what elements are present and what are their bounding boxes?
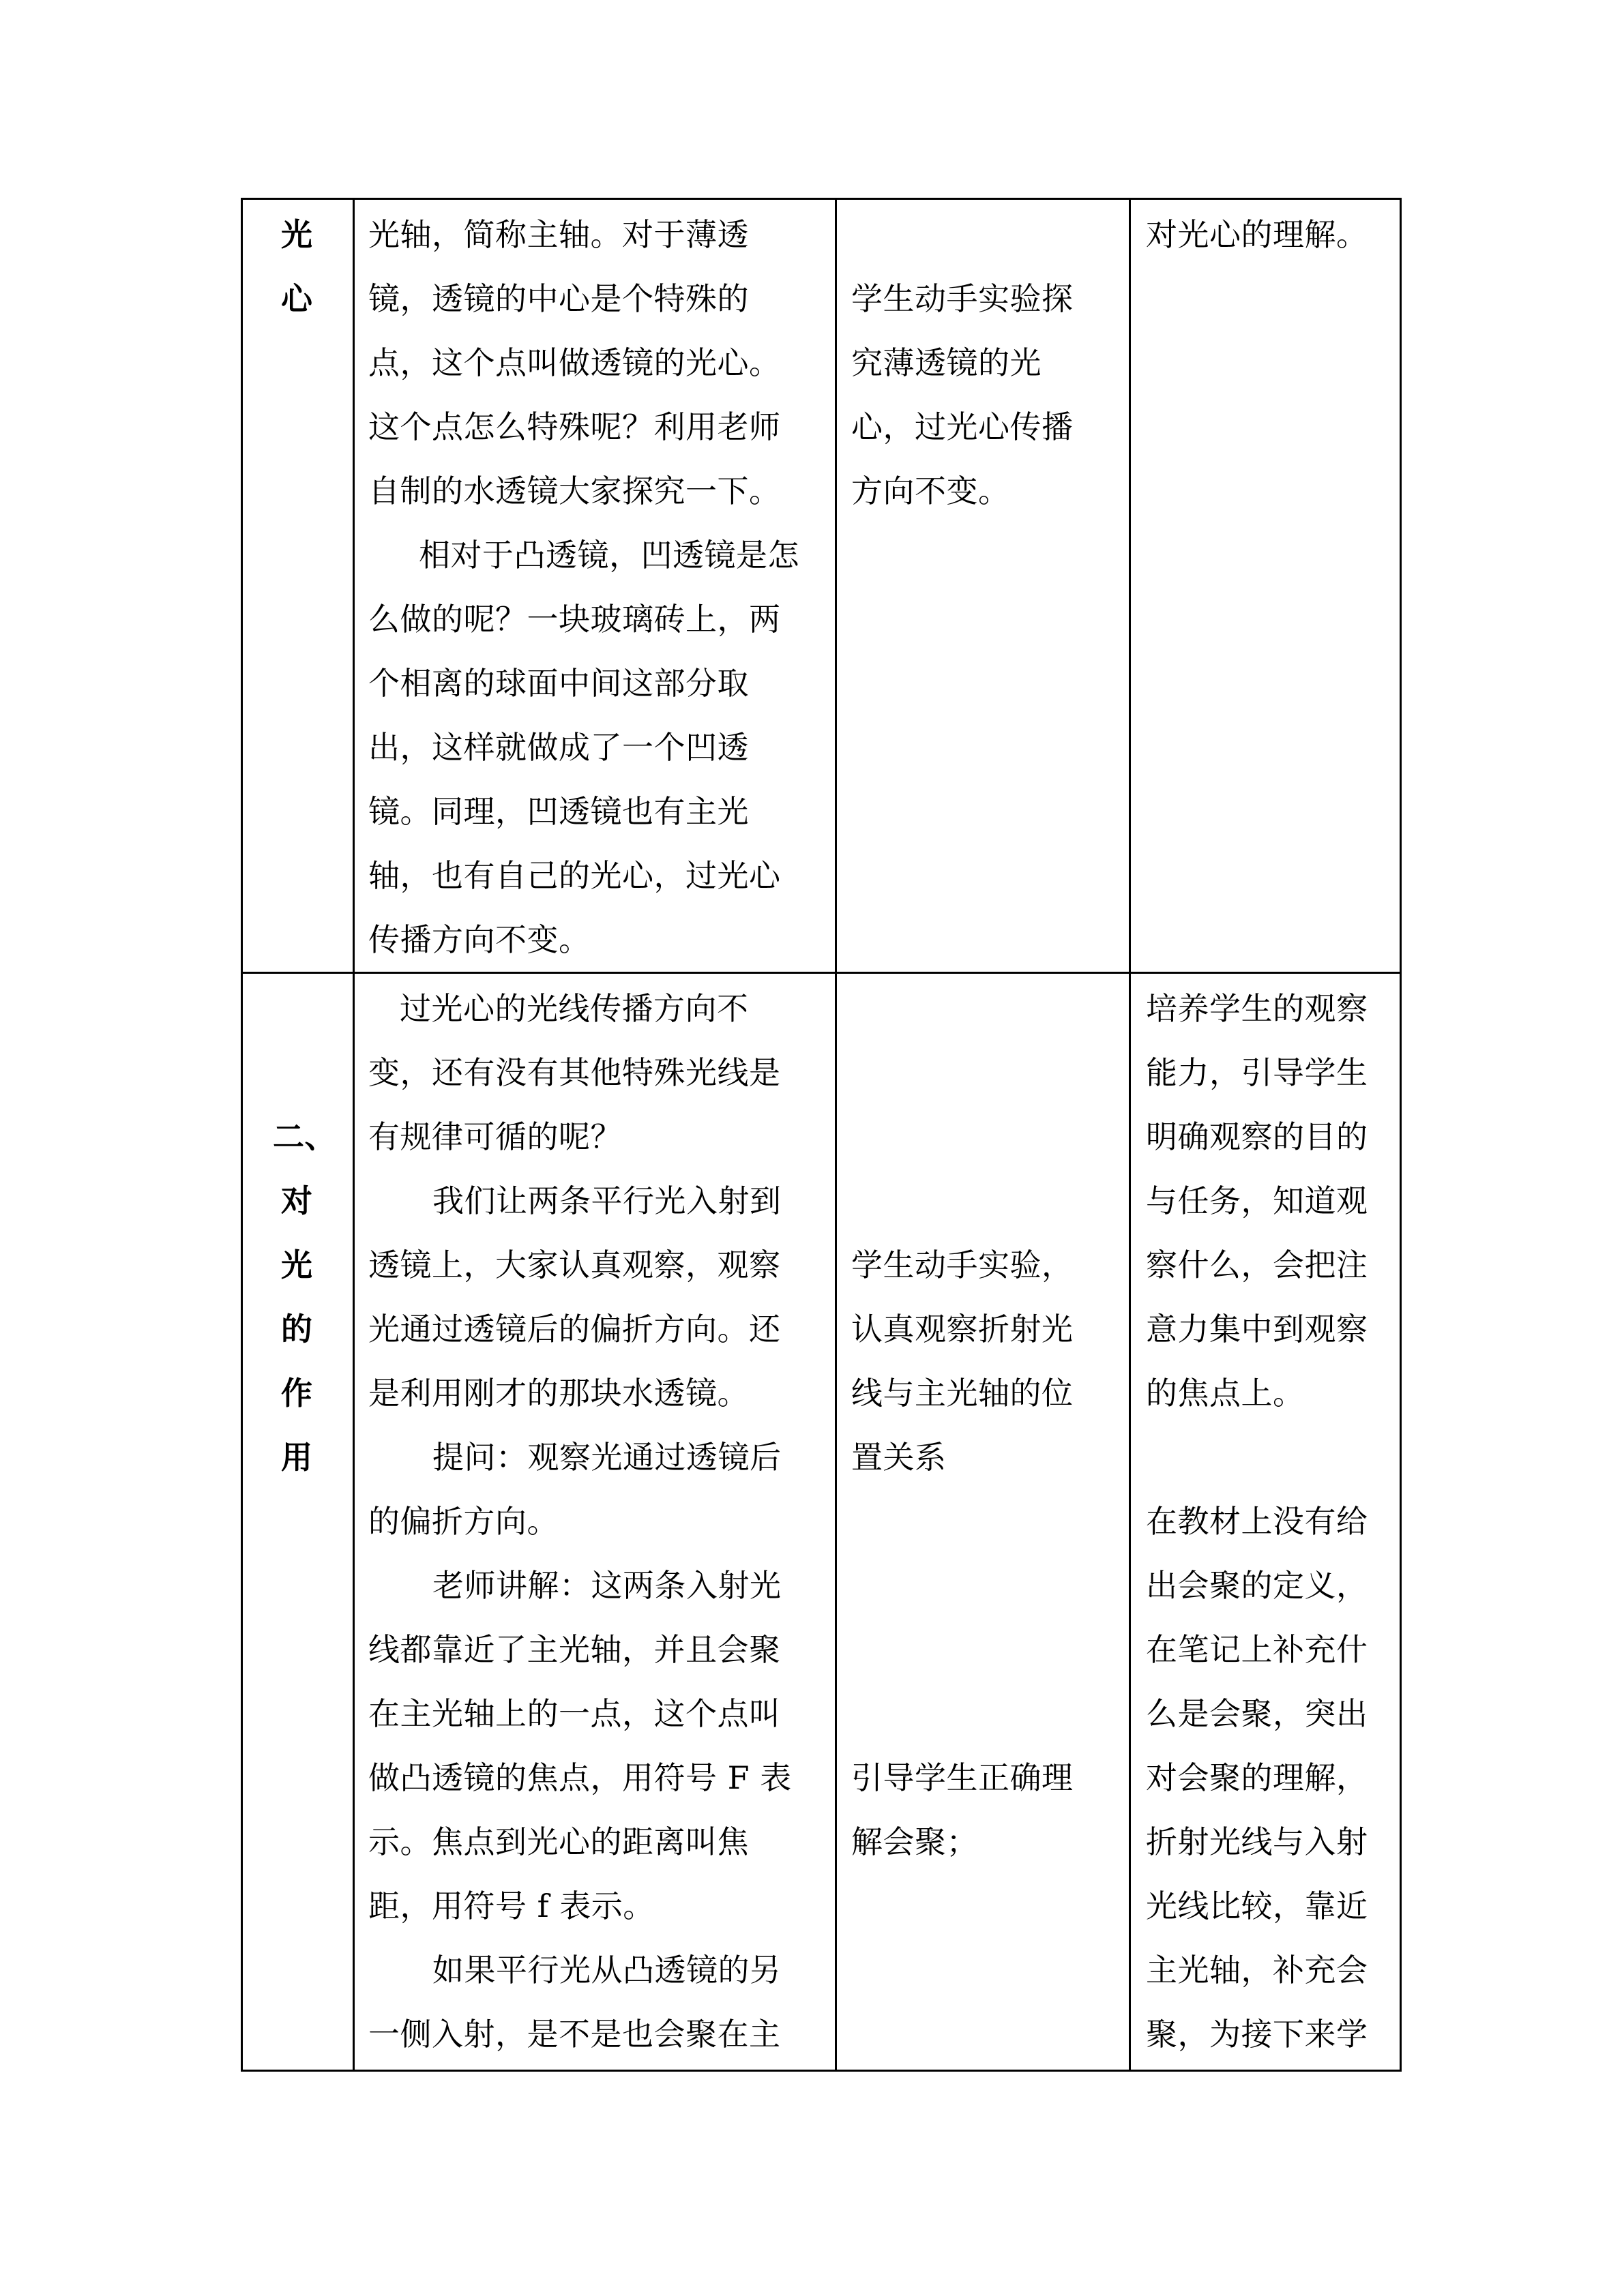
content-line: 一侧入射，是不是也会聚在主: [368, 2016, 781, 2053]
row1-student-cell: [851, 203, 1127, 970]
content-line: 做凸透镜的焦点，用符号 F 表: [368, 1759, 792, 1796]
section-heading-char: 光: [281, 1247, 313, 1283]
content-line: 光轴，简称主轴。对于薄透: [368, 216, 749, 253]
row2-content-cell: [368, 976, 832, 2068]
content-line: 的偏折方向。: [368, 1503, 559, 1540]
content-line: 在主光轴上的一点，这个点叫: [368, 1695, 781, 1732]
section-heading-char: 用: [281, 1439, 313, 1476]
design-intent-line: 聚，为接下来学: [1146, 2016, 1368, 2053]
row2-intent-cell: [1146, 976, 1398, 2068]
section-heading-char: 光: [281, 216, 313, 253]
design-intent-line: 对会聚的理解，: [1146, 1759, 1368, 1796]
table-top-border: [241, 198, 1402, 200]
table-right-border: [1400, 198, 1402, 2072]
student-activity-line: 方向不变。: [851, 473, 1010, 509]
row2-section-cell: [243, 976, 353, 2068]
table-bottom-border: [241, 2070, 1402, 2072]
student-activity-line: 学生动手实验，: [851, 1247, 1074, 1283]
student-activity-line: 学生动手实验探: [851, 280, 1074, 317]
content-line: 过光心的光线传播方向不: [400, 990, 749, 1027]
row-divider: [241, 972, 1402, 974]
content-line: 如果平行光从凸透镜的另: [432, 1952, 782, 1988]
content-line: 距，用符号 f 表示。: [368, 1888, 655, 1924]
section-heading-char: 的: [281, 1311, 313, 1347]
content-line: 有规律可循的呢？: [368, 1118, 622, 1155]
design-intent-line: 察什么，会把注: [1146, 1247, 1368, 1283]
student-activity-line: 置关系: [851, 1439, 947, 1476]
student-activity-line: 心，过光心传播: [851, 408, 1074, 445]
design-intent-line: 出会聚的定义，: [1146, 1567, 1368, 1604]
column-divider-3: [1129, 198, 1131, 2072]
content-line: 个相离的球面中间这部分取: [368, 665, 749, 702]
student-activity-line: 引导学生正确理: [851, 1759, 1074, 1796]
design-intent-line: 意力集中到观察: [1146, 1311, 1368, 1347]
column-divider-2: [835, 198, 837, 2072]
row1-section-cell: [243, 203, 353, 970]
content-line: 轴，也有自己的光心，过光心: [368, 857, 781, 894]
content-line: 么做的呢？一块玻璃砖上，两: [368, 601, 781, 638]
content-line: 是利用刚才的那块水透镜。: [368, 1375, 749, 1412]
design-intent-line: 与任务，知道观: [1146, 1182, 1368, 1219]
design-intent-line: 在教材上没有给: [1146, 1503, 1368, 1540]
content-line: 透镜上，大家认真观察，观察: [368, 1247, 781, 1283]
design-intent-line: 对光心的理解。: [1146, 216, 1368, 253]
content-line: 变，还有没有其他特殊光线是: [368, 1054, 781, 1091]
content-line: 传播方向不变。: [368, 921, 591, 958]
content-line: 提问：观察光通过透镜后: [432, 1439, 782, 1476]
content-line: 光通过透镜后的偏折方向。还: [368, 1311, 781, 1347]
design-intent-line: 明确观察的目的: [1146, 1118, 1368, 1155]
design-intent-line: 么是会聚，突出: [1146, 1695, 1368, 1732]
student-activity-line: 线与主光轴的位: [851, 1375, 1074, 1412]
section-heading-char: 对: [281, 1182, 313, 1219]
row1-content-cell: [368, 203, 832, 970]
design-intent-line: 主光轴，补充会: [1146, 1952, 1368, 1988]
section-heading-char: 二、: [273, 1118, 336, 1155]
design-intent-line: 的焦点上。: [1146, 1375, 1305, 1412]
row1-intent-cell: [1146, 203, 1398, 970]
content-line: 点，这个点叫做透镜的光心。: [368, 344, 781, 381]
student-activity-line: 认真观察折射光: [851, 1311, 1074, 1347]
content-line: 线都靠近了主光轴，并且会聚: [368, 1631, 781, 1668]
column-divider-1: [353, 198, 355, 2072]
content-line: 老师讲解：这两条入射光: [432, 1567, 782, 1604]
design-intent-line: 光线比较，靠近: [1146, 1888, 1368, 1924]
section-heading-char: 心: [281, 280, 313, 317]
design-intent-line: 能力，引导学生: [1146, 1054, 1368, 1091]
design-intent-line: 培养学生的观察: [1146, 990, 1368, 1027]
student-activity-line: 解会聚；: [851, 1823, 978, 1860]
design-intent-line: 折射光线与入射: [1146, 1823, 1368, 1860]
content-line: 这个点怎么特殊呢？利用老师: [368, 408, 781, 445]
section-heading-char: 作: [281, 1375, 313, 1412]
content-line: 镜。同理，凹透镜也有主光: [368, 793, 749, 830]
student-activity-line: 究薄透镜的光: [851, 344, 1042, 381]
content-line: 示。焦点到光心的距离叫焦: [368, 1823, 749, 1860]
row2-student-cell: [851, 976, 1127, 2068]
content-line: 出，这样就做成了一个凹透: [368, 729, 749, 766]
content-line: 相对于凸透镜，凹透镜是怎: [419, 537, 799, 573]
content-line: 我们让两条平行光入射到: [432, 1182, 782, 1219]
content-line: 自制的水透镜大家探究一下。: [368, 473, 781, 509]
content-line: 镜，透镜的中心是个特殊的: [368, 280, 749, 317]
design-intent-line: 在笔记上补充什: [1146, 1631, 1368, 1668]
